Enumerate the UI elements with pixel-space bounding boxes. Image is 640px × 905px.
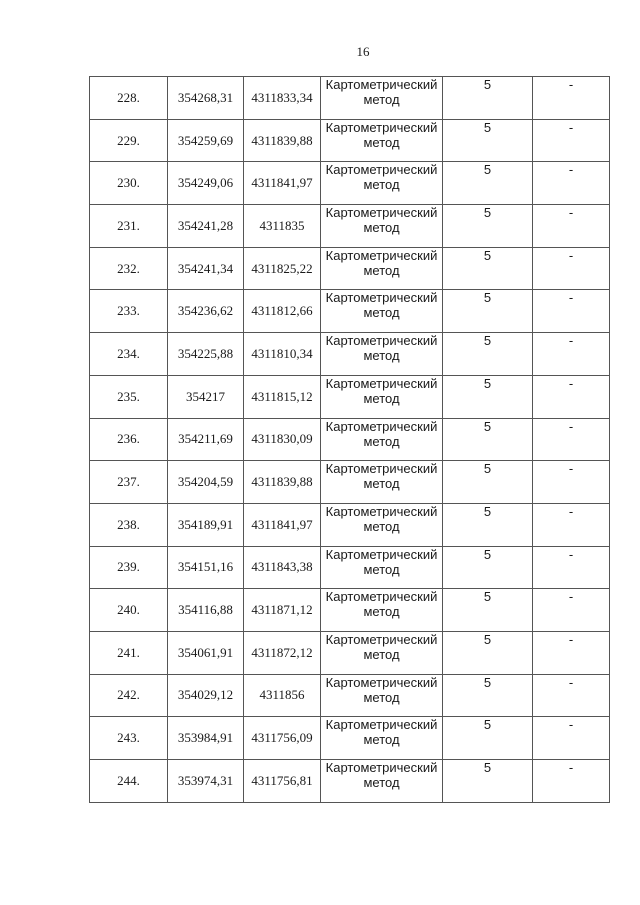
accuracy-cell: 5 bbox=[443, 503, 533, 546]
method-line-2: метод bbox=[363, 518, 400, 534]
table-row bbox=[90, 205, 610, 248]
note-cell: - bbox=[533, 290, 610, 333]
method-line-2: метод bbox=[363, 134, 400, 150]
y-coordinate-cell: 4311856 bbox=[244, 674, 321, 717]
point-number-cell: 238. bbox=[90, 503, 168, 546]
point-number-cell: 228. bbox=[90, 77, 168, 120]
accuracy-cell: 5 bbox=[443, 77, 533, 120]
accuracy-cell: 5 bbox=[443, 631, 533, 674]
method-line-1: Картометрический bbox=[325, 119, 438, 135]
accuracy-cell: 5 bbox=[443, 290, 533, 333]
method-cell bbox=[321, 674, 443, 717]
note-cell: - bbox=[533, 589, 610, 632]
accuracy-cell: 5 bbox=[443, 760, 533, 803]
table-row bbox=[90, 77, 610, 120]
point-number-cell: 243. bbox=[90, 717, 168, 760]
method-line-2: метод bbox=[363, 177, 400, 193]
method-line-1: Картометрический bbox=[325, 674, 438, 690]
method-line-2: метод bbox=[363, 92, 400, 107]
note-cell: - bbox=[533, 760, 610, 803]
method-cell bbox=[321, 589, 443, 632]
method-line-2: метод bbox=[363, 433, 400, 449]
table-row bbox=[90, 589, 610, 632]
method-line-2: метод bbox=[363, 348, 400, 364]
note-cell: - bbox=[533, 418, 610, 461]
accuracy-cell: 5 bbox=[443, 546, 533, 589]
point-number-cell: 233. bbox=[90, 290, 168, 333]
accuracy-cell: 5 bbox=[443, 589, 533, 632]
table-row bbox=[90, 418, 610, 461]
note-cell: - bbox=[533, 461, 610, 504]
method-line-1: Картометрический bbox=[325, 589, 438, 605]
method-cell bbox=[321, 760, 443, 803]
note-cell: - bbox=[533, 717, 610, 760]
method-line-1: Картометрический bbox=[325, 546, 438, 562]
x-coordinate-cell: 354189,91 bbox=[168, 503, 244, 546]
note-cell: - bbox=[533, 119, 610, 162]
x-coordinate-cell: 353974,31 bbox=[168, 760, 244, 803]
y-coordinate-cell: 4311756,09 bbox=[244, 717, 321, 760]
point-number-cell: 240. bbox=[90, 589, 168, 632]
coordinates-table-body bbox=[90, 77, 610, 803]
x-coordinate-cell: 354217 bbox=[168, 375, 244, 418]
table-row bbox=[90, 760, 610, 803]
method-line-1: Картометрический bbox=[325, 717, 438, 733]
y-coordinate-cell: 4311825,22 bbox=[244, 247, 321, 290]
point-number-cell: 230. bbox=[90, 162, 168, 205]
table-row bbox=[90, 674, 610, 717]
x-coordinate-cell: 354249,06 bbox=[168, 162, 244, 205]
method-line-1: Картометрический bbox=[325, 290, 438, 306]
accuracy-cell: 5 bbox=[443, 375, 533, 418]
accuracy-cell: 5 bbox=[443, 205, 533, 248]
note-cell: - bbox=[533, 333, 610, 376]
y-coordinate-cell: 4311841,97 bbox=[244, 503, 321, 546]
point-number-cell: 239. bbox=[90, 546, 168, 589]
method-line-2: метод bbox=[363, 220, 400, 236]
table-row bbox=[90, 461, 610, 504]
x-coordinate-cell: 354236,62 bbox=[168, 290, 244, 333]
method-cell bbox=[321, 290, 443, 333]
x-coordinate-cell: 353984,91 bbox=[168, 717, 244, 760]
x-coordinate-cell: 354225,88 bbox=[168, 333, 244, 376]
method-line-2: метод bbox=[363, 604, 400, 620]
note-cell: - bbox=[533, 674, 610, 717]
method-line-1: Картометрический bbox=[325, 162, 438, 178]
point-number-cell: 234. bbox=[90, 333, 168, 376]
method-cell bbox=[321, 546, 443, 589]
x-coordinate-cell: 354029,12 bbox=[168, 674, 244, 717]
accuracy-cell: 5 bbox=[443, 461, 533, 504]
table-row bbox=[90, 546, 610, 589]
table-row bbox=[90, 290, 610, 333]
method-cell bbox=[321, 247, 443, 290]
table-row bbox=[90, 333, 610, 376]
x-coordinate-cell: 354259,69 bbox=[168, 119, 244, 162]
x-coordinate-cell: 354241,28 bbox=[168, 205, 244, 248]
point-number-cell: 237. bbox=[90, 461, 168, 504]
coordinates-table bbox=[89, 76, 610, 803]
point-number-cell: 235. bbox=[90, 375, 168, 418]
y-coordinate-cell: 4311812,66 bbox=[244, 290, 321, 333]
point-number-cell: 232. bbox=[90, 247, 168, 290]
y-coordinate-cell: 4311841,97 bbox=[244, 162, 321, 205]
table-row bbox=[90, 119, 610, 162]
method-line-2: метод bbox=[363, 732, 400, 748]
note-cell: - bbox=[533, 546, 610, 589]
note-cell: - bbox=[533, 375, 610, 418]
accuracy-cell: 5 bbox=[443, 717, 533, 760]
method-cell bbox=[321, 119, 443, 162]
accuracy-cell: 5 bbox=[443, 418, 533, 461]
y-coordinate-cell: 4311815,12 bbox=[244, 375, 321, 418]
method-line-2: метод bbox=[363, 646, 400, 662]
accuracy-cell: 5 bbox=[443, 333, 533, 376]
table-row bbox=[90, 717, 610, 760]
table-row bbox=[90, 375, 610, 418]
method-line-2: метод bbox=[363, 262, 400, 278]
table-row bbox=[90, 631, 610, 674]
y-coordinate-cell: 4311843,38 bbox=[244, 546, 321, 589]
note-cell: - bbox=[533, 162, 610, 205]
point-number-cell: 236. bbox=[90, 418, 168, 461]
method-line-2: метод bbox=[363, 476, 400, 492]
method-line-1: Картометрический bbox=[325, 375, 438, 391]
y-coordinate-cell: 4311871,12 bbox=[244, 589, 321, 632]
y-coordinate-cell: 4311833,34 bbox=[244, 77, 321, 120]
point-number-cell: 241. bbox=[90, 631, 168, 674]
accuracy-cell: 5 bbox=[443, 162, 533, 205]
method-line-2: метод bbox=[363, 689, 400, 705]
method-line-2: метод bbox=[363, 561, 400, 577]
x-coordinate-cell: 354151,16 bbox=[168, 546, 244, 589]
method-line-2: метод bbox=[363, 305, 400, 321]
accuracy-cell: 5 bbox=[443, 247, 533, 290]
point-number-cell: 231. bbox=[90, 205, 168, 248]
note-cell: - bbox=[533, 77, 610, 120]
note-cell: - bbox=[533, 205, 610, 248]
method-cell bbox=[321, 333, 443, 376]
method-line-2: метод bbox=[363, 775, 400, 790]
y-coordinate-cell: 4311839,88 bbox=[244, 461, 321, 504]
page-number: 16 bbox=[356, 44, 370, 59]
method-line-1: Картометрический bbox=[325, 333, 438, 349]
method-cell bbox=[321, 418, 443, 461]
method-cell bbox=[321, 631, 443, 674]
y-coordinate-cell: 4311830,09 bbox=[244, 418, 321, 461]
point-number-cell: 229. bbox=[90, 119, 168, 162]
y-coordinate-cell: 4311756,81 bbox=[244, 760, 321, 803]
x-coordinate-cell: 354268,31 bbox=[168, 77, 244, 120]
method-cell bbox=[321, 503, 443, 546]
method-line-1: Картометрический bbox=[325, 503, 438, 519]
method-line-1: Картометрический bbox=[325, 205, 438, 221]
method-line-1: Картометрический bbox=[325, 461, 438, 477]
table-row bbox=[90, 503, 610, 546]
note-cell: - bbox=[533, 631, 610, 674]
method-line-1: Картометрический bbox=[325, 760, 438, 775]
table-row bbox=[90, 247, 610, 290]
x-coordinate-cell: 354116,88 bbox=[168, 589, 244, 632]
x-coordinate-cell: 354204,59 bbox=[168, 461, 244, 504]
table-row bbox=[90, 162, 610, 205]
note-cell: - bbox=[533, 503, 610, 546]
accuracy-cell: 5 bbox=[443, 674, 533, 717]
method-cell bbox=[321, 77, 443, 120]
method-line-1: Картометрический bbox=[325, 247, 438, 263]
method-cell bbox=[321, 461, 443, 504]
point-number-cell: 244. bbox=[90, 760, 168, 803]
y-coordinate-cell: 4311835 bbox=[244, 205, 321, 248]
y-coordinate-cell: 4311839,88 bbox=[244, 119, 321, 162]
x-coordinate-cell: 354061,91 bbox=[168, 631, 244, 674]
y-coordinate-cell: 4311872,12 bbox=[244, 631, 321, 674]
method-cell bbox=[321, 205, 443, 248]
method-cell bbox=[321, 162, 443, 205]
accuracy-cell: 5 bbox=[443, 119, 533, 162]
method-line-2: метод bbox=[363, 390, 400, 406]
point-number-cell: 242. bbox=[90, 674, 168, 717]
note-cell: - bbox=[533, 247, 610, 290]
y-coordinate-cell: 4311810,34 bbox=[244, 333, 321, 376]
method-line-1: Картометрический bbox=[325, 77, 438, 92]
method-line-1: Картометрический bbox=[325, 418, 438, 434]
method-cell bbox=[321, 375, 443, 418]
x-coordinate-cell: 354241,34 bbox=[168, 247, 244, 290]
x-coordinate-cell: 354211,69 bbox=[168, 418, 244, 461]
method-cell bbox=[321, 717, 443, 760]
method-line-1: Картометрический bbox=[325, 631, 438, 647]
